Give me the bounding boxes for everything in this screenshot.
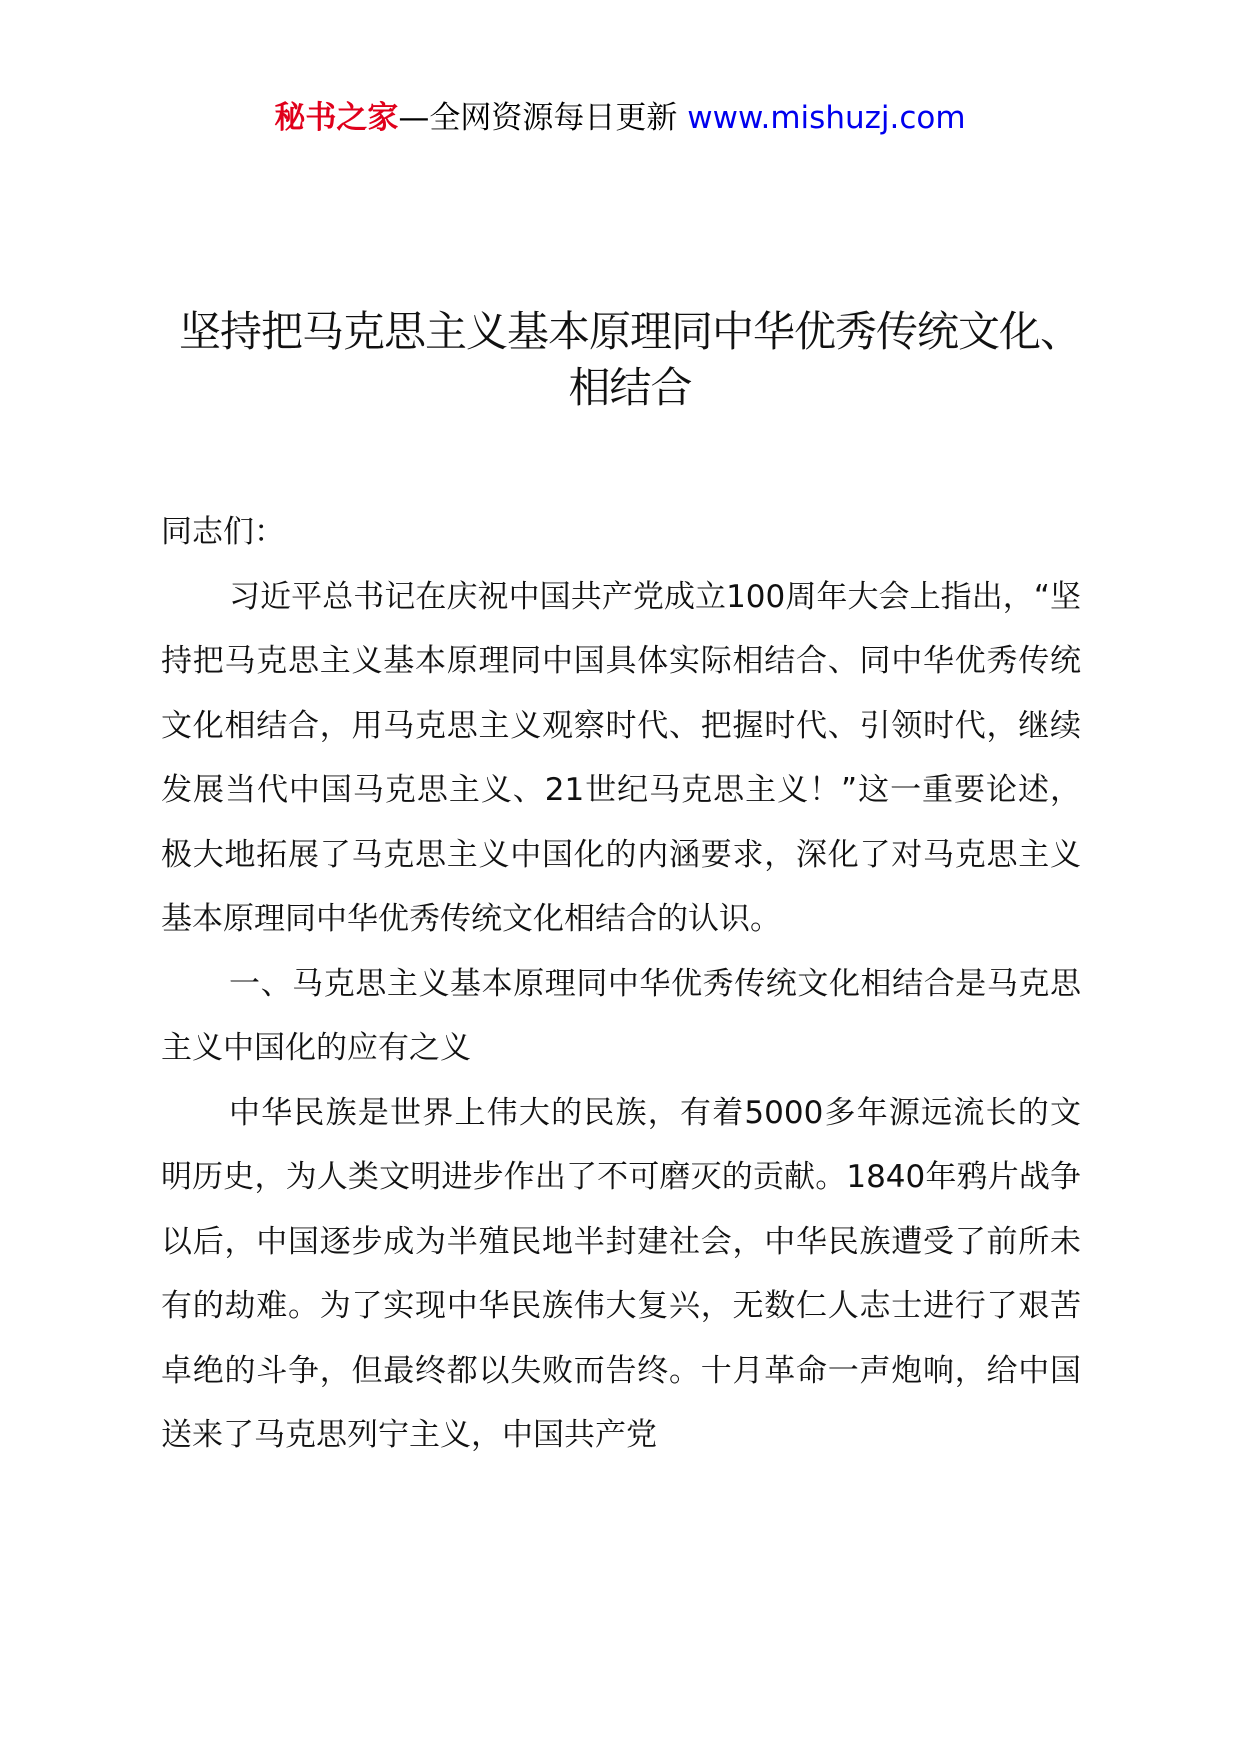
body-paragraph: 习近平总书记在庆祝中国共产党成立100周年大会上指出，“坚持把马克思主义基本原理同中国具体实际相结合、同中华优秀传统文化相结合，用马克思主义观察时代、把握时代、引领时代，继续发展当代中国马克思主义、21世纪马克思主义！”这一重要论述，极大地拓展了马克思主义中国化的内涵要求，深化了对马克思主义基本原理同中华优秀传统文化相结合的认识。	[161, 578, 1081, 937]
title-line-2: 相结合	[568, 363, 692, 412]
salutation: 同志们：	[161, 514, 285, 550]
title-line-1: 坚持把马克思主义基本原理同中华优秀传统文化、	[178, 307, 1081, 356]
brand-name: 秘书之家	[274, 100, 399, 136]
section-heading: 一、马克思主义基本原理同中华优秀传统文化相结合是马克思主义中国化的应有之义	[161, 965, 1081, 1066]
body-paragraph: 中华民族是世界上伟大的民族，有着5000多年源远流长的文明历史，为人类文明进步作出了不可磨灭的贡献。1840年鸦片战争以后，中国逐步成为半殖民地半封建社会，中华民族遭受了前所未有的劫难。为了实现中华民族伟大复兴，无数仁人志士进行了艰苦卓绝的斗争，但最终都以失败而告终。十月革命一声炮响，给中国送来了马克思列宁主义，中国共产党	[161, 1094, 1081, 1453]
document-body	[161, 500, 1081, 1468]
document-title	[140, 304, 1120, 416]
site-url-link[interactable]: www.mishuzj.com	[687, 100, 966, 136]
site-header	[0, 98, 1240, 138]
header-slogan: —全网资源每日更新	[398, 100, 678, 136]
